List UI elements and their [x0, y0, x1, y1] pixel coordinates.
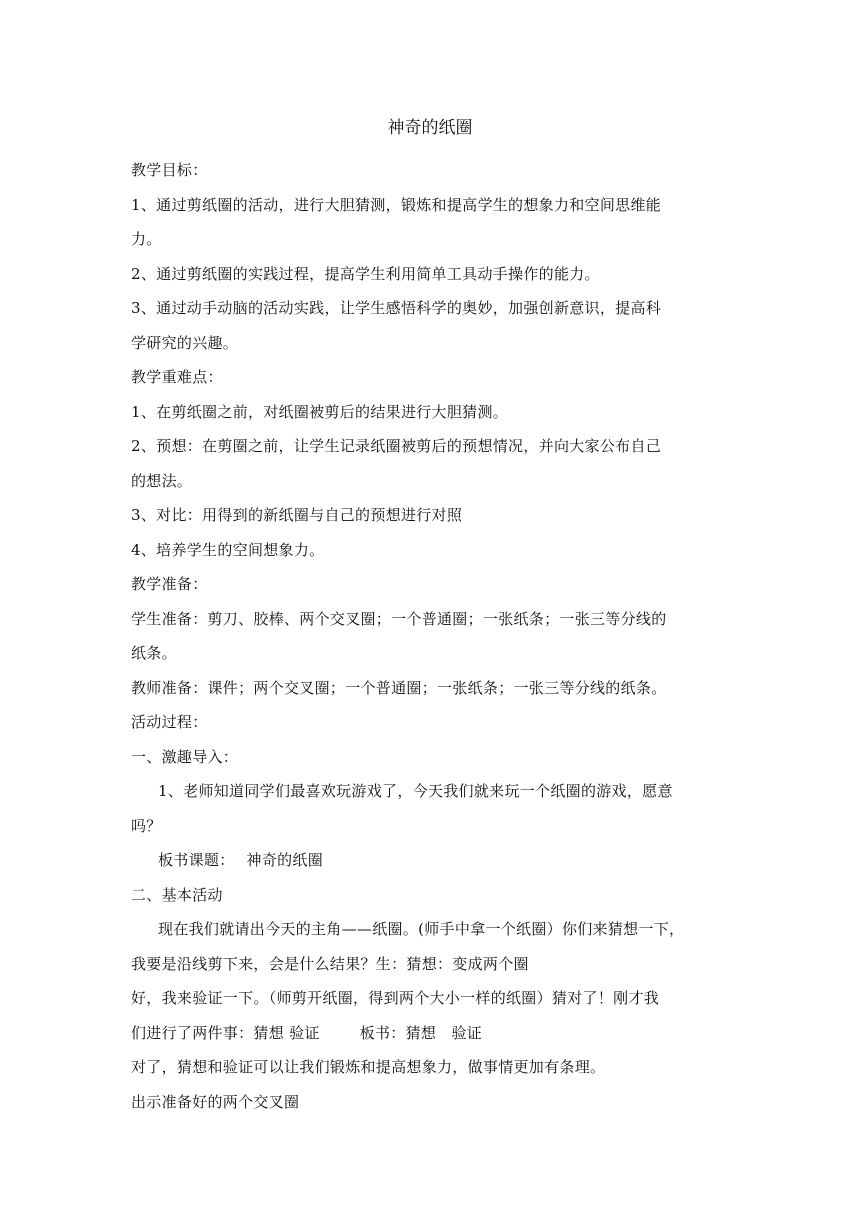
keypoint-3: 3、对比：用得到的新纸圈与自己的预想进行对照 — [131, 506, 463, 524]
activity-line-2: 我要是沿线剪下来，会是什么结果？生：猜想：变成两个圈 — [131, 954, 529, 973]
section-2-heading: 二、基本活动 — [131, 885, 223, 904]
activity-line-1: 现在我们就请出今天的主角——纸圈。(师手中拿一个纸圈）你们来猜想一下， — [158, 920, 685, 938]
goals-heading: 教学目标： — [131, 161, 208, 179]
goal-1-line-1: 1、通过剪纸圈的活动，进行大胆猜测，锻炼和提高学生的想象力和空间思维能 — [131, 195, 662, 214]
keypoint-2-line-1: 2、预想：在剪圈之前，让学生记录纸圈被剪后的预想情况，并向大家公布自己 — [131, 437, 662, 455]
keypoint-1: 1、在剪纸圈之前，对纸圈被剪后的结果进行大胆猜测。 — [131, 402, 509, 421]
goal-2: 2、通过剪纸圈的实践过程，提高学生利用简单工具动手操作的能力。 — [131, 264, 600, 283]
activity-line-3: 好，我来验证一下。（师剪开纸圈，得到两个大小一样的纸圈）猜对了！刚才我 — [131, 989, 660, 1007]
keypoint-4: 4、培养学生的空间想象力。 — [131, 540, 325, 559]
keypoint-2-line-2: 的想法。 — [131, 471, 193, 490]
summary-line: 对了，猜想和验证可以让我们锻炼和提高想象力，做事情更加有条理。 — [131, 1058, 606, 1076]
document-body — [131, 153, 741, 1119]
keypoints-heading: 教学重难点： — [131, 368, 223, 386]
board-topic — [131, 843, 741, 878]
intro-line-2: 吗？ — [131, 816, 162, 835]
teacher-prep: 教师准备：课件；两个交叉圈；一个普通圈；一张纸条；一张三等分线的纸条。 — [131, 678, 667, 697]
prep-heading: 教学准备： — [131, 575, 208, 593]
goal-3-line-1: 3、通过动手动脑的活动实践，让学生感悟科学的奥妙，加强创新意识，提高科 — [131, 299, 662, 317]
student-prep-line-2: 纸条。 — [131, 644, 177, 662]
process-heading: 活动过程： — [131, 713, 208, 731]
document-title: 神奇的纸圈 — [387, 118, 473, 138]
board-title: 神奇的纸圈 — [246, 851, 324, 869]
show-rings-line: 出示准备好的两个交叉圈 — [131, 1092, 300, 1111]
activity-line-4 — [131, 1016, 741, 1051]
board-note-verify: 验证 — [451, 1023, 483, 1042]
goal-3-line-2: 学研究的兴趣。 — [131, 333, 239, 352]
student-prep-line-1: 学生准备：剪刀、胶棒、两个交叉圈；一个普通圈；一张纸条；一张三等分线的 — [131, 609, 667, 628]
activity-line-4-verify: 验证 — [289, 1023, 320, 1042]
board-label: 板书课题： — [158, 851, 235, 869]
board-note-guess: 板书：猜想 — [359, 1023, 437, 1042]
intro-line-1: 1、老师知道同学们最喜欢玩游戏了，今天我们就来玩一个纸圈的游戏，愿意 — [158, 782, 673, 800]
activity-line-4-guess: 们进行了两件事：猜想 — [131, 1023, 285, 1042]
section-1-heading: 一、激趣导入： — [131, 747, 239, 766]
goal-1-line-2: 力。 — [131, 230, 162, 248]
